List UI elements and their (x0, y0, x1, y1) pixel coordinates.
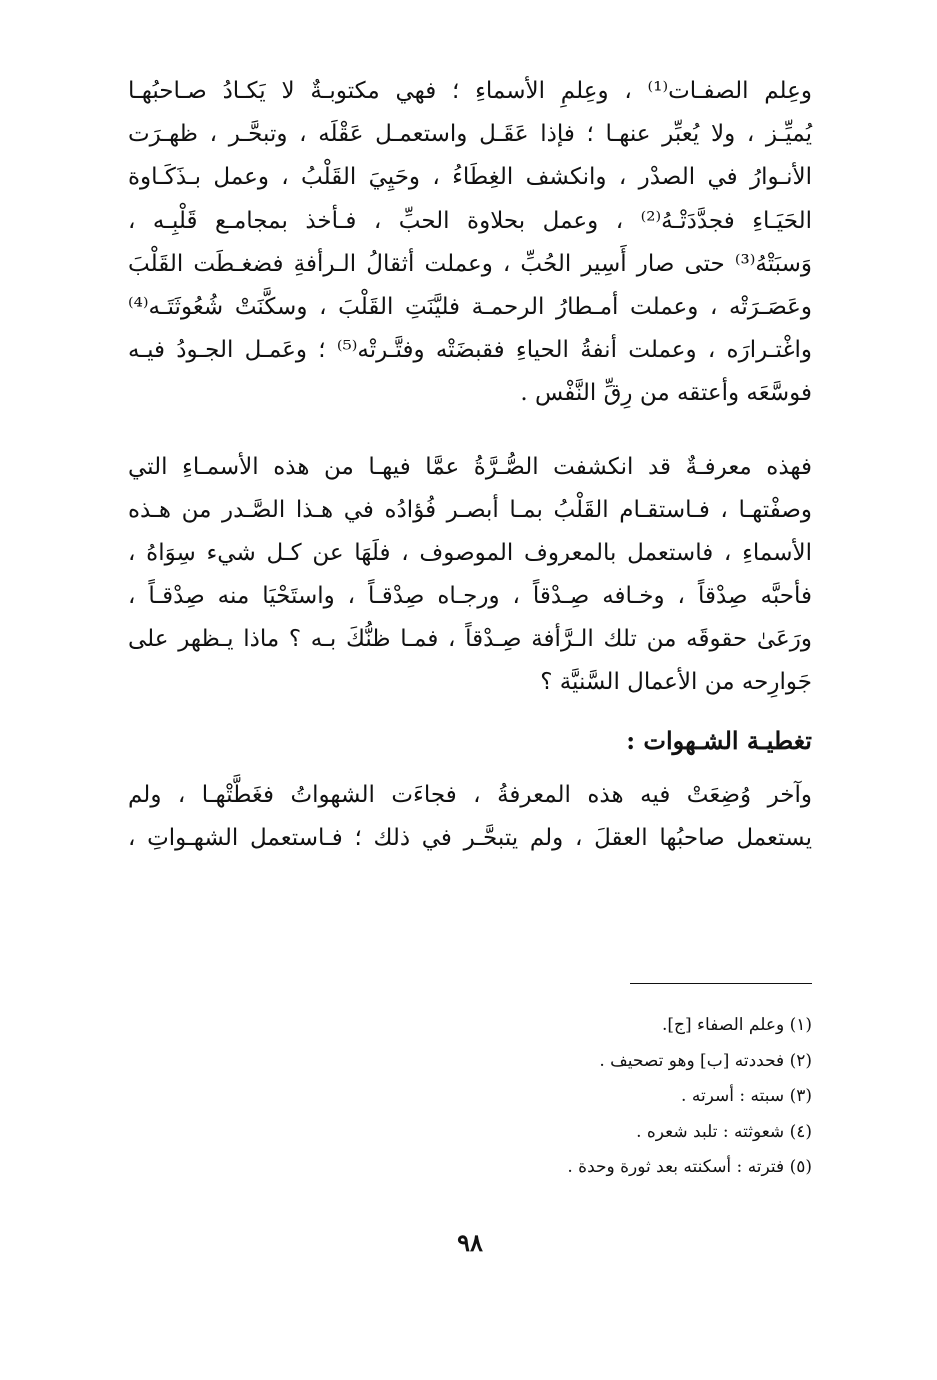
body-paragraph-3 (128, 774, 812, 860)
footnote: (٤) شعوثته : تلبد شعره . (636, 1121, 812, 1142)
page-number: ٩٨ (457, 1228, 483, 1257)
book-page (128, 70, 812, 1350)
footnotes (128, 1008, 812, 1186)
text-line: يستعمل صاحبُها العقلَ ، ولم يتبحَّـر في ذلك ؛ فـاستعمل الشهـواتِ ، (128, 824, 812, 851)
section-heading: تغطيـة الشـهوات : (626, 725, 812, 755)
body-paragraph-2 (128, 446, 812, 705)
footnote: (٣) سبته : أسرته . (681, 1086, 812, 1106)
text-line: الأنـوارُ في الصدْر ، وانكشف الغِطَاءُ ، وحَيِيَ القَلْبُ ، وعمل بـذَكَـاوة (128, 164, 812, 191)
footnote: (١) وعلم الصفاء [ج]. (662, 1015, 812, 1035)
text-line: وَسبَتْهُ⁽³⁾ حتى صار أَسِير الحُبِّ ، وعملت أثقالُ الـرأفةِ فضغـطَت القَلْبَ (128, 250, 812, 277)
text-line: وصفْتهـا ، فـاستقـام القَلْبُ بمـا أبصـر فُؤادُه في هـذا الصَّـدر من هـذه (128, 496, 812, 523)
text-line: فأحبَّه صِدْقاً ، وخـافه صِـدْقاً ، ورجـاه صِدْقـاً ، واستَحْيَا منه صِدْقـاً ، (128, 583, 812, 610)
text-line: فوسَّعَه وأعتقه من رِقِّ النَّفْس . (520, 380, 812, 407)
text-line: جَوارِحه من الأعمال السَّنيَّة ؟ (540, 669, 812, 696)
text-line: يُميِّـز ، ولا يُعبِّر عنهـا ؛ فإذا عَقَـل واستعمـل عَقْلَه ، وتبحَّـر ، ظهـرَت (128, 121, 812, 148)
text-line: الأسماءِ ، فاستعمل بالمعروف الموصوف ، فلَهَا عن كـل شيء سِوَاهُ ، (128, 539, 812, 566)
text-line: وعَصَـرَتْه ، وعملت أمـطارُ الرحمـة فليَّنَتِ القَلْبَ ، وسكَّنَتْ شُعُوثَتَـه⁽⁴⁾ (128, 293, 812, 320)
text-line: فهذه معرفـةٌ قد انكشفت الصُّـرَّةُ عمَّا فيهـا من هذه الأسمـاءِ التي (128, 453, 812, 480)
text-line: الحَيَـاءِ فجدَّدَتْـهُ⁽²⁾ ، وعمل بحلاوة الحبِّ ، فـأخذ بمجامـع قَلْبِـه ، (128, 207, 812, 234)
footnote: (٥) فترته : أسكنته بعد ثورة وحدة . (567, 1157, 812, 1177)
text-line: وآخر وُضِعَتْ فيه هذه المعرفةُ ، فجاءَت الشهواتُ فغَطَّتْهـا ، ولم (128, 781, 812, 808)
footnote-divider (630, 983, 812, 984)
text-line: ورَعَىٰ حقوقَه من تلك الـرَّأفة صِـدْقاً ، فمـا ظنُّكَ بـه ؟ ماذا يـظهر على (128, 626, 812, 653)
text-line: وعِلم الصفـات⁽¹⁾ ، وعِلمِ الأسماءِ ؛ فهي مكتوبـةٌ لا يَكـادُ صـاحبُهـا (128, 78, 813, 104)
footnote: (٢) فحددته [ب] وهو تصحيف . (599, 1050, 812, 1071)
body-paragraph-1 (128, 70, 812, 416)
text-line: واغْتـرارَه ، وعملت أنفةُ الحياءِ فقبضَتْه وفتَّـرتْه⁽⁵⁾ ؛ وعَمـل الجـودُ فيـه (128, 337, 812, 364)
